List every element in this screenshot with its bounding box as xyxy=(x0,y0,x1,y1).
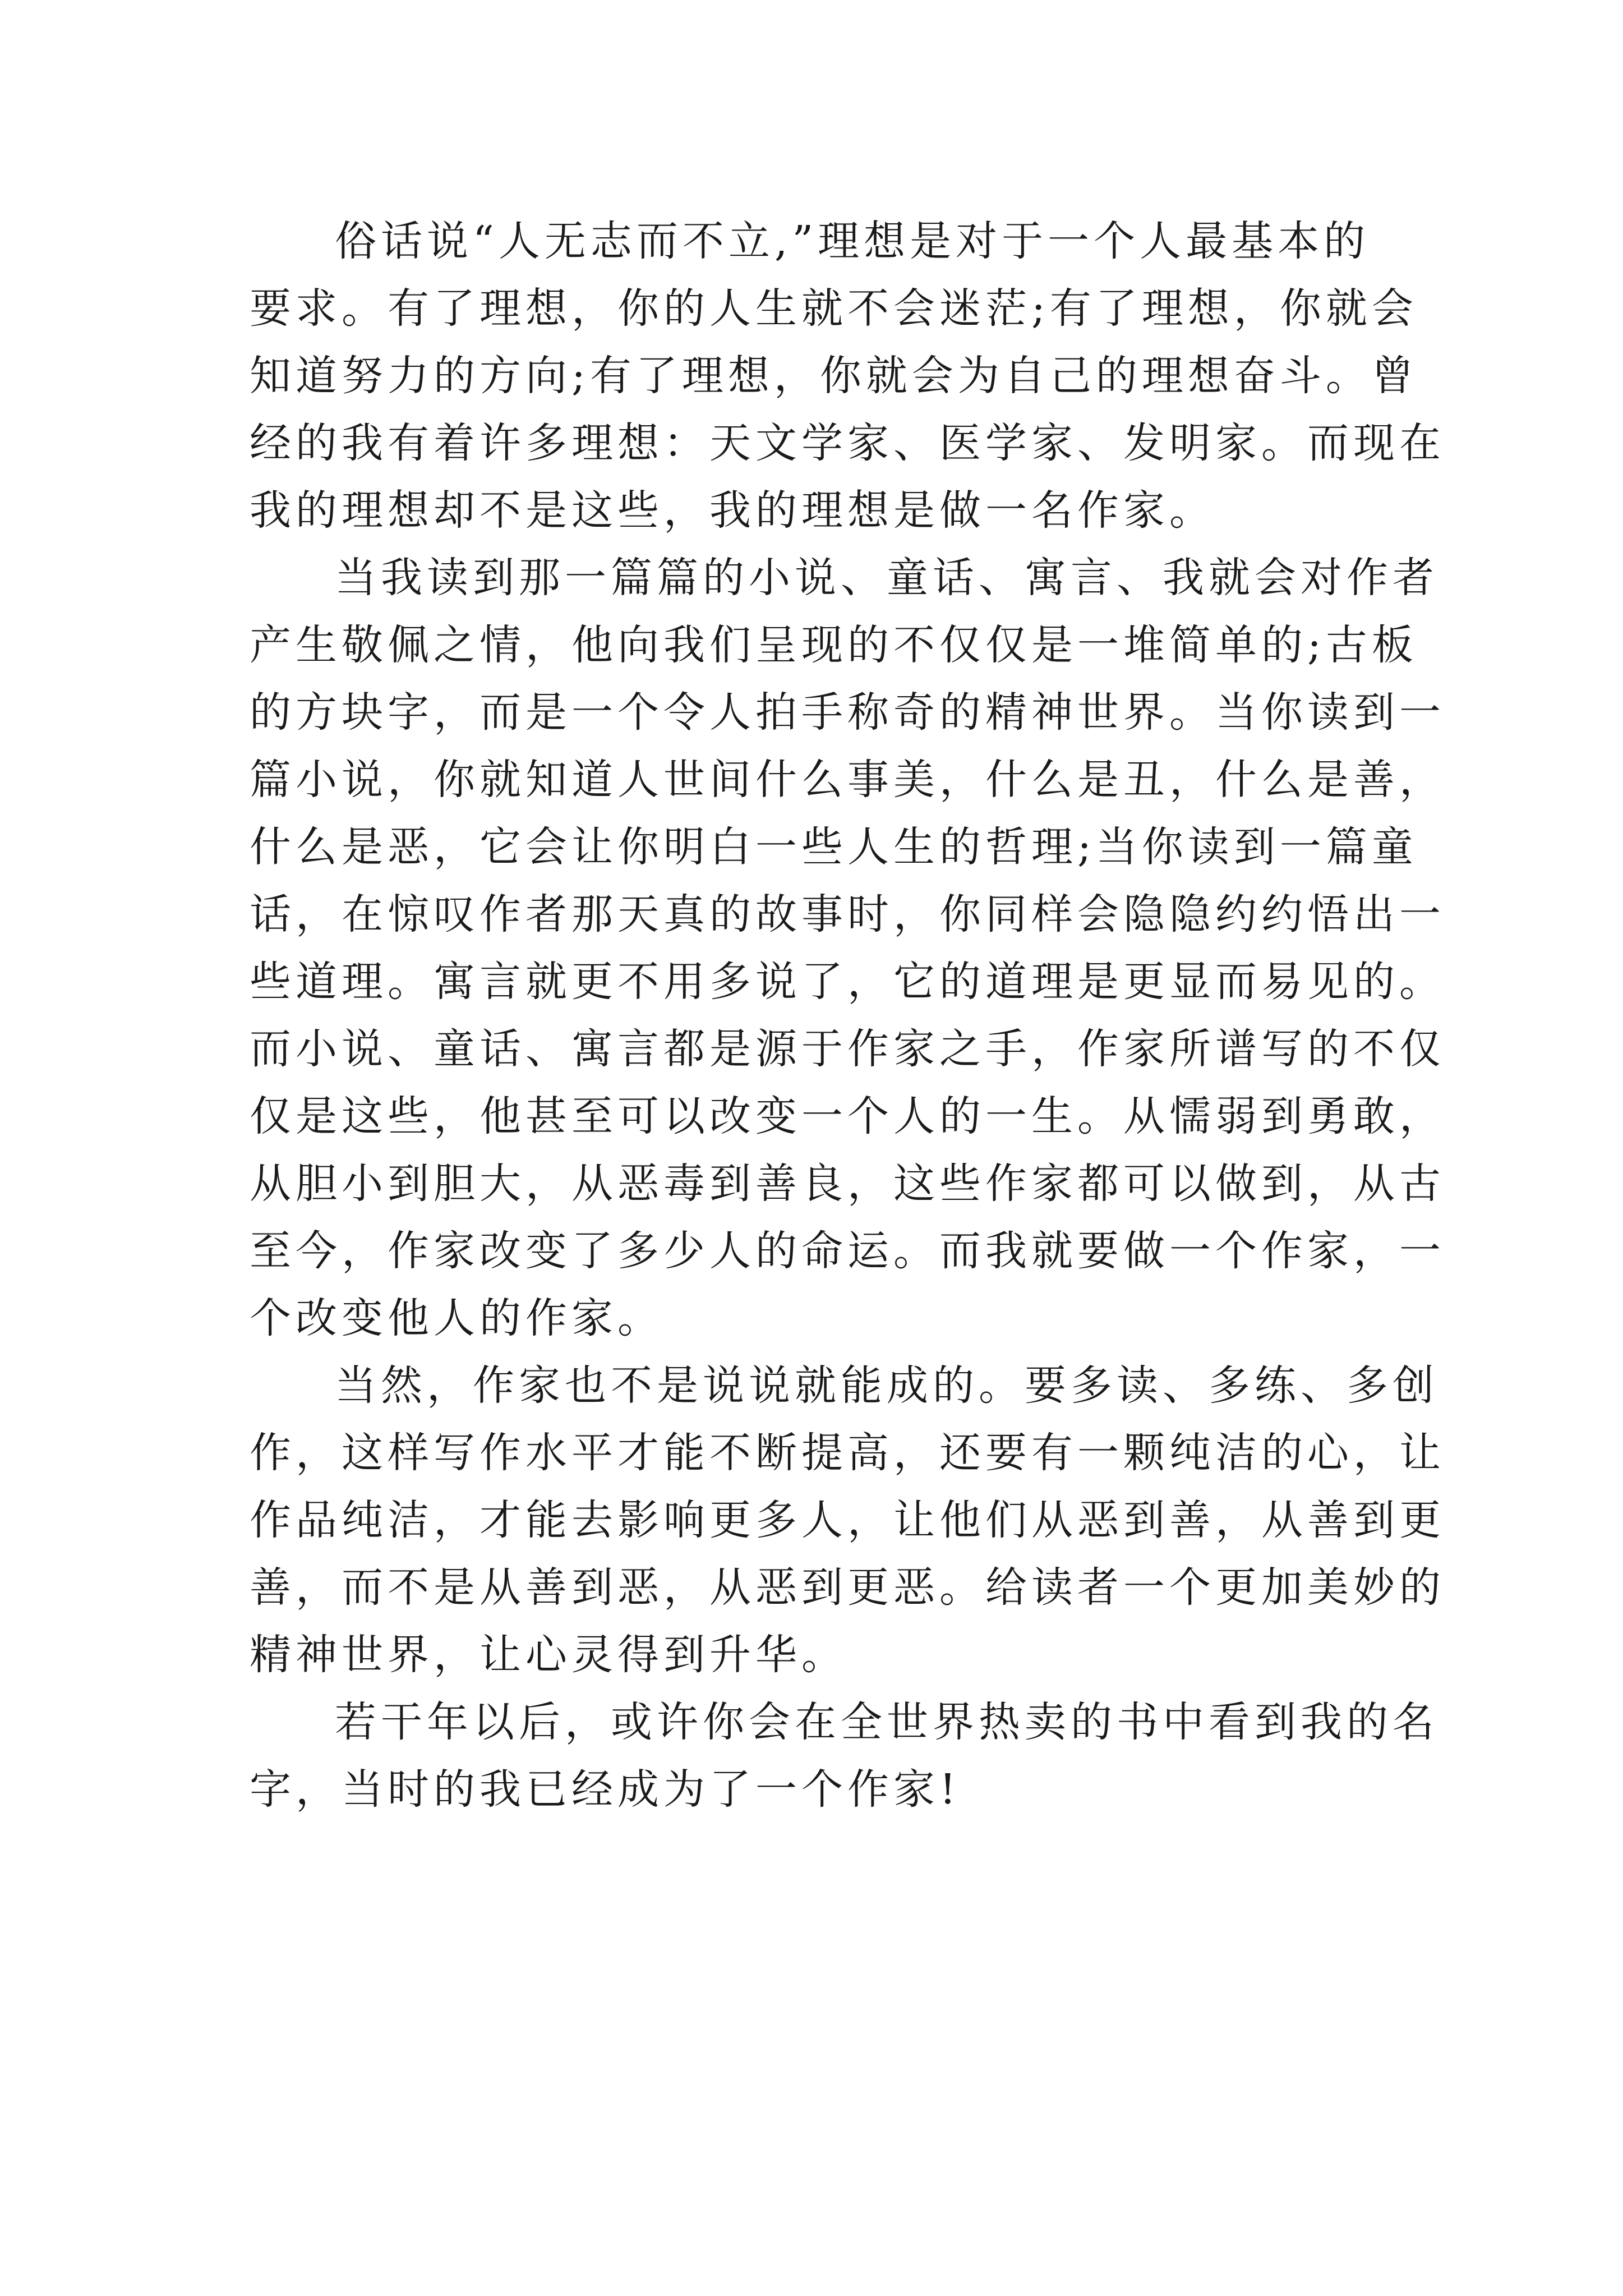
paragraph-4 xyxy=(250,1688,1438,1823)
paragraph-2 xyxy=(250,544,1445,1352)
text-line: 经的我有着许多理想：天文学家、医学家、发明家。而现在 xyxy=(250,419,1445,467)
text-line: 至今，作家改变了多少人的命运。而我就要做一个作家，一 xyxy=(250,1227,1445,1275)
paragraph-1 xyxy=(250,208,1445,544)
text-line: 什么是恶，它会让你明白一些人生的哲理;当你读到一篇童 xyxy=(250,823,1418,871)
text-line: 当我读到那一篇篇的小说、童话、寓言、我就会对作者 xyxy=(335,554,1438,602)
text-line: 从胆小到胆大，从恶毒到善良，这些作家都可以做到，从古 xyxy=(250,1159,1445,1208)
text-line: 知道努力的方向;有了理想，你就会为自己的理想奋斗。曾 xyxy=(250,352,1418,400)
text-line: 要求。有了理想，你的人生就不会迷茫;有了理想，你就会 xyxy=(250,284,1418,333)
paragraph-3 xyxy=(250,1352,1445,1688)
text-line: 仅是这些，他甚至可以改变一个人的一生。从懦弱到勇敢， xyxy=(250,1092,1445,1140)
essay-body xyxy=(250,208,1445,1823)
text-line: 当然，作家也不是说说就能成的。要多读、多练、多创 xyxy=(335,1361,1438,1410)
text-line: 的方块字，而是一个令人拍手称奇的精神世界。当你读到一 xyxy=(250,688,1445,737)
text-line: 若干年以后，或许你会在全世界热卖的书中看到我的名 xyxy=(335,1698,1438,1746)
text-line: 话，在惊叹作者那天真的故事时，你同样会隐隐约约悟出一 xyxy=(250,890,1445,938)
text-line: 而小说、童话、寓言都是源于作家之手，作家所谱写的不仅 xyxy=(250,1025,1445,1073)
text-line: 俗话说“人无志而不立,”理想是对于一个人最基本的 xyxy=(335,217,1370,265)
text-line: 作，这样写作水平才能不断提高，还要有一颗纯洁的心，让 xyxy=(250,1429,1445,1477)
text-line: 个改变他人的作家。 xyxy=(250,1294,663,1342)
text-line: 作品纯洁，才能去影响更多人，让他们从恶到善，从善到更 xyxy=(250,1496,1445,1544)
text-line: 我的理想却不是这些，我的理想是做一名作家。 xyxy=(250,486,1215,535)
text-line: 产生敬佩之情，他向我们呈现的不仅仅是一堆简单的;古板 xyxy=(250,621,1418,669)
text-line: 些道理。寓言就更不用多说了，它的道理是更显而易见的。 xyxy=(250,958,1445,1006)
text-line: 篇小说，你就知道人世间什么事美，什么是丑，什么是善， xyxy=(250,756,1445,804)
text-line: 字，当时的我已经成为了一个作家! xyxy=(250,1765,961,1814)
text-line: 精神世界，让心灵得到升华。 xyxy=(250,1631,847,1679)
text-line: 善，而不是从善到恶，从恶到更恶。给读者一个更加美妙的 xyxy=(250,1563,1445,1612)
